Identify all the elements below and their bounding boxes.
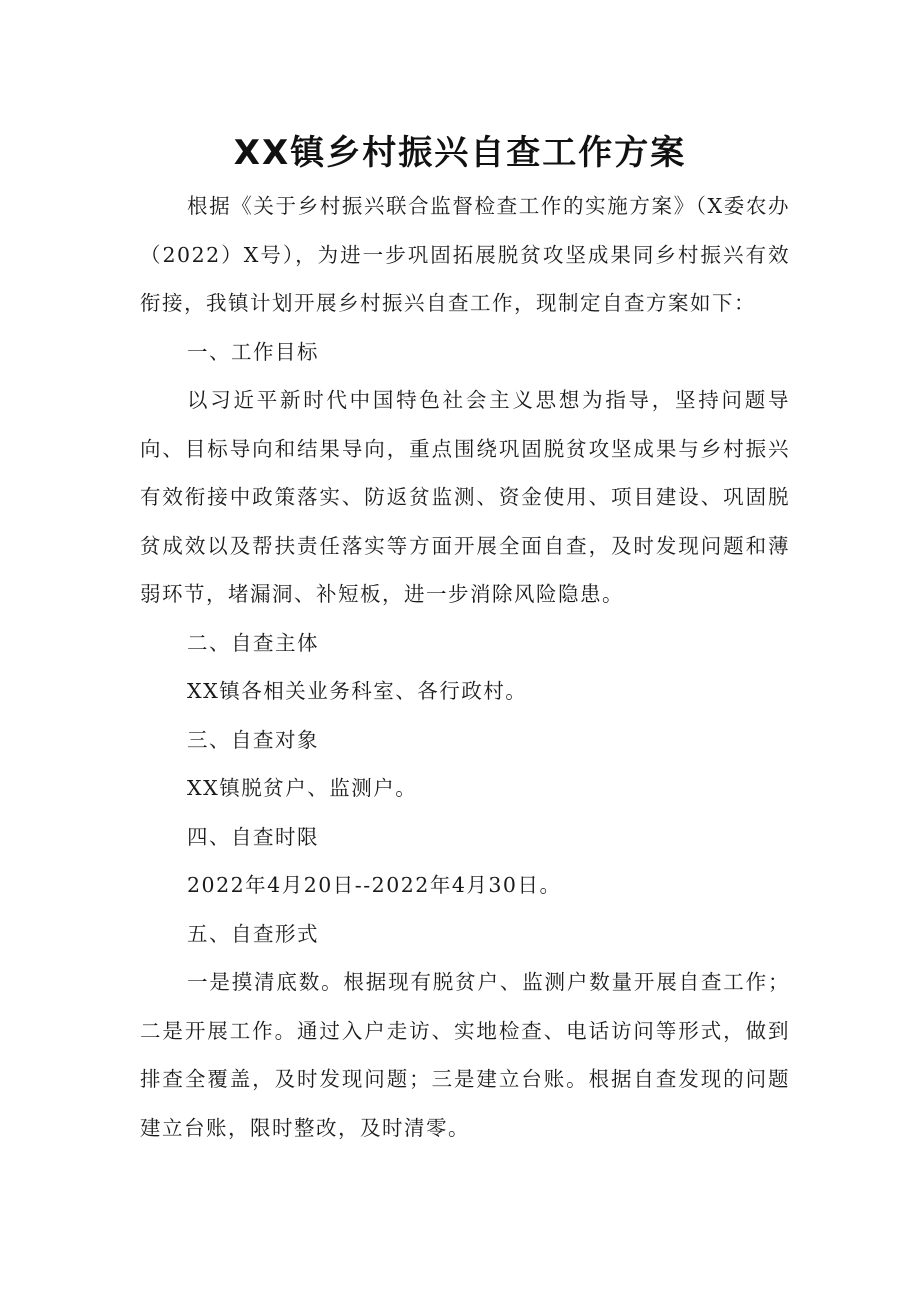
section-heading-target: 三、自查对象 bbox=[187, 727, 319, 752]
section-content-form: 一是摸清底数。根据现有脱贫户、监测户数量开展自查工作；二是开展工作。通过入户走访、实地检查、电话访问等形式，做到排查全覆盖，及时发现问题；三是建立台账。根据自查发现的问题建立台账，限时整改，及时清零。 bbox=[140, 970, 790, 1140]
section-heading-goals: 一、工作目标 bbox=[187, 339, 319, 364]
section-content-period: 2022年4月20日--2022年4月30日。 bbox=[187, 873, 562, 897]
section-content-goals: 以习近平新时代中国特色社会主义思想为指导，坚持问题导向、目标导向和结果导向，重点围绕巩固脱贫攻坚成果与乡村振兴有效衔接中政策落实、防返贫监测、资金使用、项目建设、巩固脱贫成效以及帮扶责任落实等方面开展全面自查，及时发现问题和薄弱环节，堵漏洞、补短板，进一步消除风险隐患。 bbox=[140, 388, 790, 606]
section-heading-period: 四、自查时限 bbox=[187, 824, 319, 849]
document-body bbox=[140, 182, 790, 1152]
section-content-subject: XX镇各相关业务科室、各行政村。 bbox=[187, 679, 528, 703]
section-content-target: XX镇脱贫户、监测户。 bbox=[187, 776, 418, 800]
section-heading-form: 五、自查形式 bbox=[187, 921, 319, 946]
section-heading-subject: 二、自查主体 bbox=[187, 630, 319, 655]
document-title: XX镇乡村振兴自查工作方案 bbox=[233, 133, 687, 173]
intro-paragraph: 根据《关于乡村振兴联合监督检查工作的实施方案》（X委农办（2022）X号），为进一步巩固拓展脱贫攻坚成果同乡村振兴有效衔接，我镇计划开展乡村振兴自查工作，现制定自查方案如下： bbox=[140, 194, 790, 315]
